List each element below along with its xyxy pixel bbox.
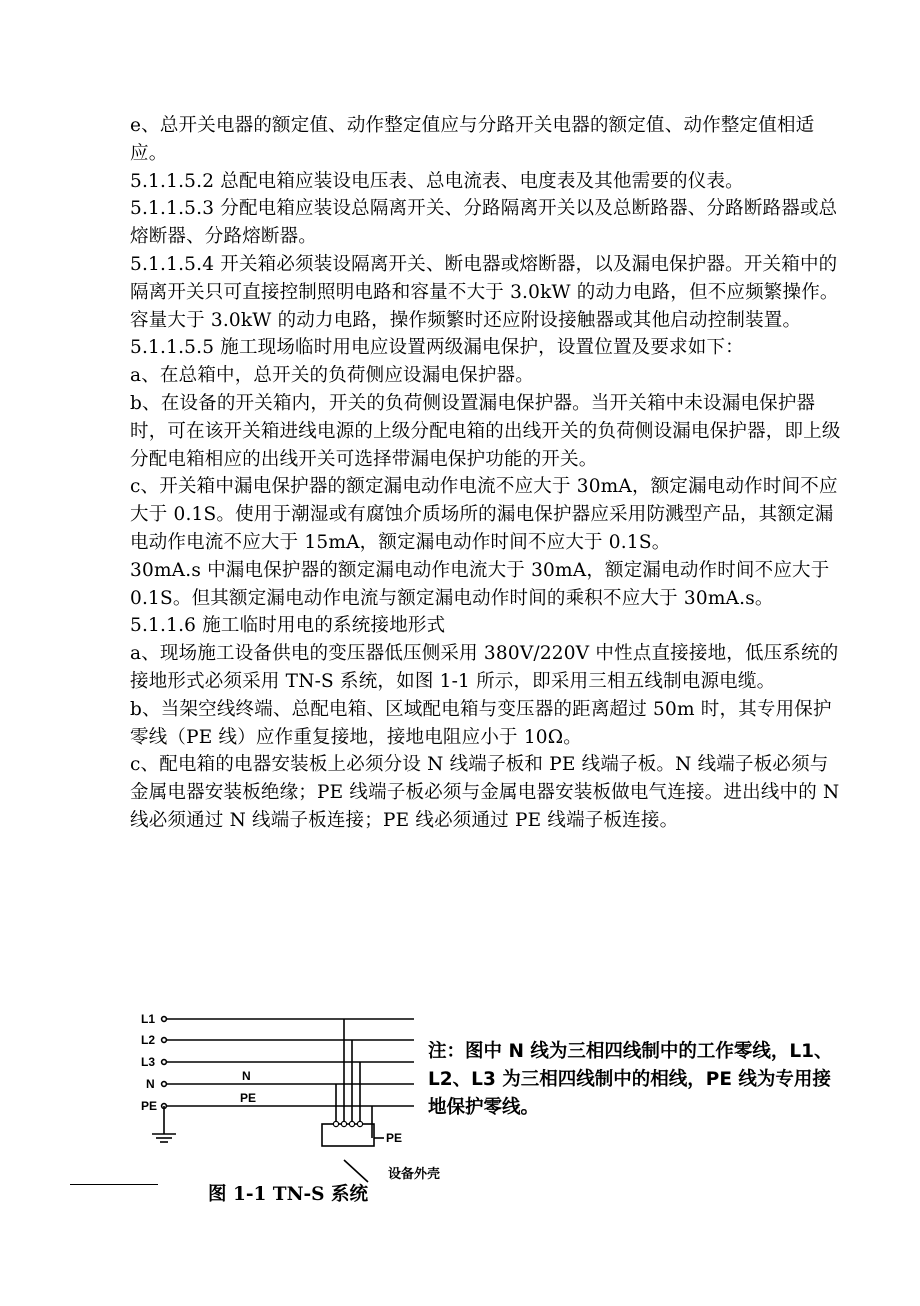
motor-terminal-2	[349, 1121, 354, 1126]
paragraph: 5.1.1.6 施工临时用电的系统接地形式	[130, 615, 446, 637]
label-n: N	[146, 1077, 155, 1091]
paragraph: 5.1.1.5.5 施工现场临时用电应设置两级漏电保护，设置位置及要求如下：	[130, 337, 744, 359]
figure-caption: 图 1-1 TN-S 系统	[208, 1184, 368, 1205]
wire-label-pe: PE	[240, 1091, 257, 1105]
footnote-rule	[70, 1184, 158, 1185]
motor-terminal-1	[341, 1121, 346, 1126]
terminal-l2	[162, 1038, 167, 1043]
paragraph: b、当架空线终端、总配电箱、区域配电箱与变压器的距离超过 50m 时，其专用保护零线（PE 线）应作重复接地，接地电阻应小于 10Ω。	[130, 698, 832, 748]
label-l1: L1	[141, 1012, 156, 1026]
terminal-l1	[162, 1017, 167, 1022]
motor-terminal-3	[357, 1121, 362, 1126]
motor-terminal-n	[333, 1121, 338, 1126]
label-l3: L3	[141, 1055, 156, 1069]
paragraph: c、配电箱的电器安装板上必须分设 N 线端子板和 PE 线端子板。N 线端子板必须与金属电器安装板绝缘；PE 线端子板必须与金属电器安装板做电气连接。进出线中的 N 线必须通过 N 线端子板连接；PE 线必须通过 PE 线端子板连接。	[130, 754, 840, 831]
figure-note: 注：图中 N 线为三相四线制中的工作零线，L1、L2、L3 为三相四线制中的相线，PE 线为专用接地保护零线。	[428, 1041, 833, 1118]
paragraph: e、总开关电器的额定值、动作整定值应与分路开关电器的额定值、动作整定值相适应。	[130, 115, 815, 164]
terminal-n	[162, 1082, 167, 1087]
label-pe: PE	[141, 1099, 158, 1113]
paragraph: a、在总箱中，总开关的负荷侧应设漏电保护器。	[130, 365, 534, 387]
paragraph: 5.1.1.5.2 总配电箱应装设电压表、总电流表、电度表及其他需要的仪表。	[130, 170, 744, 192]
housing-pointer	[344, 1160, 368, 1182]
document-body	[130, 112, 842, 835]
paragraph: 5.1.1.5.4 开关箱必须装设隔离开关、断电器或熔断器，以及漏电保护器。开关箱中的隔离开关只可直接控制照明电路和容量不大于 3.0kW 的动力电路，但不应频繁操作。容量大于 3.0kW 的动力电路，操作频繁时还应附设接触器或其他启动控制装置。	[130, 253, 839, 331]
equipment-enclosure	[322, 1124, 374, 1146]
terminal-l3	[162, 1060, 167, 1065]
label-l2: L2	[141, 1033, 156, 1047]
housing-label: 设备外壳	[388, 1166, 441, 1181]
paragraph: a、现场施工设备供电的变压器低压侧采用 380V/220V 中性点直接接地，低压系统的接地形式必须采用 TN-S 系统，如图 1-1 所示，即采用三相五线制电源电缆。	[130, 643, 839, 692]
enclosure-label: PE	[386, 1131, 403, 1145]
wire-label-n: N	[242, 1069, 251, 1083]
paragraph: c、开关箱中漏电保护器的额定漏电动作电流不应大于 30mA，额定漏电动作时间不应大于 0.1S。使用于潮湿或有腐蚀介质场所的漏电保护器应采用防溅型产品，其额定漏电动作电流不应大于 15mA，额定漏电动作时间不应大于 0.1S。	[130, 476, 838, 553]
paragraph: 30mA.s 中漏电保护器的额定漏电动作电流大于 30mA，额定漏电动作时间不应大于 0.1S。但其额定漏电动作电流与额定漏电动作时间的乘积不应大于 30mA.s。	[130, 559, 830, 609]
paragraph: b、在设备的开关箱内，开关的负荷侧设置漏电保护器。当开关箱中未设漏电保护器时，可在该开关箱进线电源的上级分配电箱的出线开关的负荷侧设漏电保护器，即上级分配电箱相应的出线开关可选择带漏电保护功能的开关。	[130, 392, 841, 470]
paragraph: 5.1.1.5.3 分配电箱应装设总隔离开关、分路隔离开关以及总断路器、分路断路器或总熔断器、分路熔断器。	[130, 198, 838, 248]
